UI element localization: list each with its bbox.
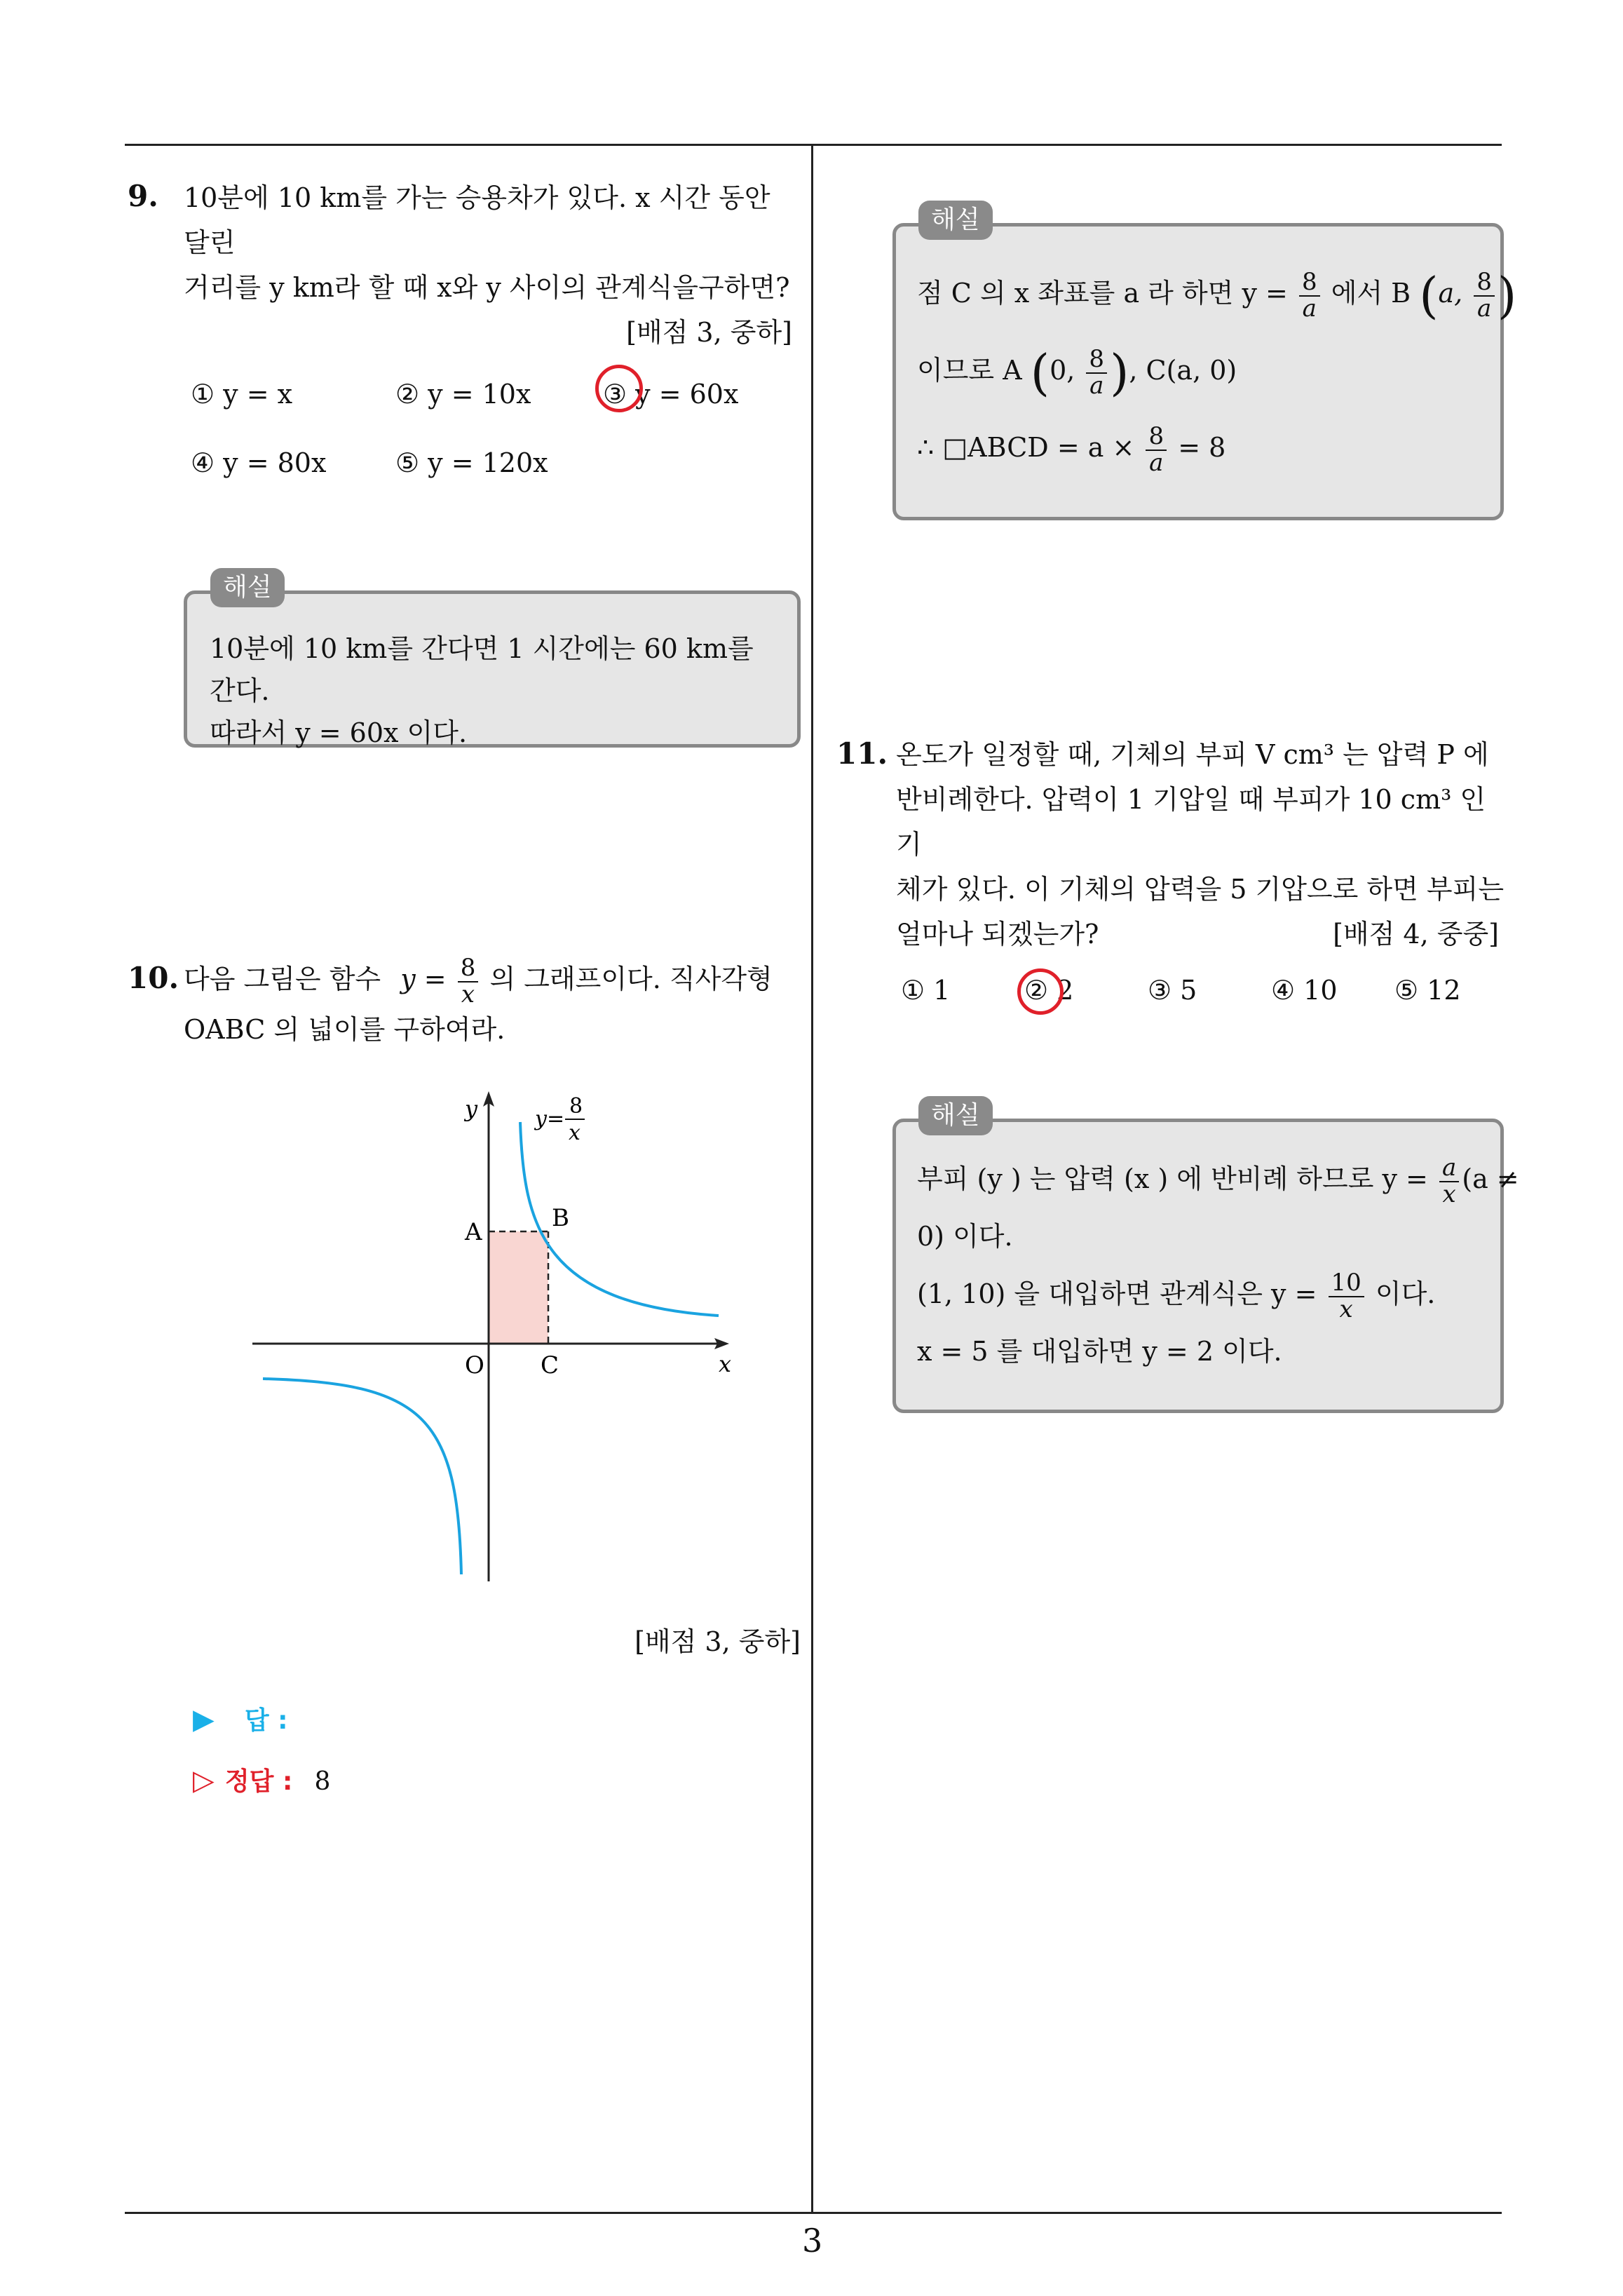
sol10-l3-frac-num: 8 [1146, 424, 1167, 451]
q11-sol-l3-frac-num: 10 [1329, 1271, 1364, 1297]
sol10-l3-frac-den: a [1149, 448, 1164, 477]
top-rule [125, 144, 1502, 146]
sol10-l2-a: 이므로 A [917, 355, 1022, 386]
sol10-l1-frac2-num: 8 [1474, 270, 1495, 297]
q11-choice-2[interactable]: ② 2 [1024, 975, 1074, 1006]
sol10-l1-frac2 [1474, 267, 1495, 323]
sol10-line1 [917, 255, 1517, 332]
q10-answer-label: 답 : [244, 1706, 288, 1735]
sol10-l3-a: ∴ □ABCD = a × [917, 432, 1135, 463]
q11-choice-3[interactable]: ③ 5 [1148, 975, 1197, 1006]
q10-line1 [184, 951, 808, 1007]
sol10-l2-A0: 0, [1050, 355, 1075, 386]
q9-number: 9. [128, 179, 158, 213]
q10-text [184, 951, 808, 1052]
q10-graph [249, 1080, 740, 1585]
sol10-l1-lparen: ( [1419, 266, 1439, 325]
q9-selected-marker [595, 365, 643, 412]
curve-third-quadrant [263, 1379, 461, 1574]
q11-line4: 얼마나 되겠는가? [896, 919, 1099, 950]
q11-sol-l3-frac [1329, 1268, 1364, 1323]
q9-solution-box [184, 590, 801, 748]
sol10-line2 [917, 332, 1479, 409]
sol10-l2-lparen: ( [1030, 344, 1050, 402]
q11-sol-l3-b: 이다. [1375, 1278, 1436, 1309]
q11-score: [배점 4, 중중] [1333, 919, 1499, 950]
q11-line4-row [896, 912, 1506, 957]
sol10-l1-a: 점 C 의 x 좌표를 a 라 하면 y = [917, 278, 1288, 309]
q9-choice-3[interactable]: ③ y = 60x [603, 379, 739, 410]
q11-sol-l1-b: (a ≠ [1462, 1163, 1519, 1194]
point-b-label: B [552, 1204, 569, 1232]
q9-line2: 거리를 y km라 할 때 x와 y 사이의 관계식을구하면? [184, 272, 790, 303]
sol10-l1-Ba: a, [1438, 278, 1463, 309]
q9-choice-5[interactable]: ⑤ y = 120x [395, 447, 548, 478]
q10-score: [배점 3, 중하] [634, 1626, 801, 1657]
q10-correct-row [193, 1762, 330, 1797]
q11-text [896, 732, 1506, 957]
q11-sol-l1-frac-num: a [1439, 1156, 1459, 1182]
q11-choice-4[interactable]: ④ 10 [1271, 975, 1338, 1006]
q10-solution-box [892, 223, 1517, 520]
rect-oabc [489, 1231, 548, 1344]
sol10-l2-frac [1086, 344, 1107, 400]
correct-arrow-icon: ▷ [193, 1764, 215, 1797]
sol10-l1-frac [1299, 267, 1320, 323]
q11-sol-line4: x = 5 를 대입하면 y = 2 이다. [917, 1336, 1282, 1367]
sol10-l1-frac2-den: a [1477, 294, 1492, 323]
sol10-l2-frac-num: 8 [1086, 347, 1107, 374]
page-number: 3 [802, 2222, 823, 2260]
x-axis-label: x [719, 1351, 732, 1377]
q10-fraction [458, 953, 479, 1008]
q10-line1-b: 의 그래프이다. 직사각형 [489, 964, 773, 994]
sol10-l1-frac-den: a [1302, 294, 1317, 323]
point-a-label: A [465, 1218, 482, 1246]
bottom-rule [125, 2212, 1502, 2214]
q9-choice-1[interactable]: ① y = x [191, 379, 293, 410]
q9-choice-2[interactable]: ② y = 10x [395, 379, 531, 410]
sol10-l3-b: = 8 [1178, 432, 1226, 463]
q9-choices [191, 372, 808, 477]
q11-sol-l1-a: 부피 (y ) 는 압력 (x ) 에 반비례 하므로 y = [917, 1163, 1428, 1194]
q10-solution-tag: 해설 [918, 201, 993, 240]
q9-sol-line1: 10분에 10 km를 간다면 1 시간에는 60 km를 간다. [210, 633, 754, 706]
q11-choices [901, 975, 1504, 1017]
q11-line1: 온도가 일정할 때, 기체의 부피 V cm³ 는 압력 P 에 [896, 739, 1489, 770]
sol10-l1-rparen: ) [1497, 266, 1517, 325]
q10-correct-label: 정답 : [224, 1767, 293, 1796]
q9-line1: 10분에 10 km를 가는 승용차가 있다. x 시간 동안 달린 [184, 182, 770, 258]
q9-score: [배점 3, 중하] [626, 317, 792, 348]
sol10-line3 [917, 409, 1479, 486]
q10-frac-den: x [461, 980, 475, 1008]
q11-number: 11. [836, 736, 888, 771]
sol10-l3-frac [1146, 421, 1167, 477]
q11-sol-l3-frac-den: x [1339, 1295, 1353, 1323]
curve-label-den: x [569, 1121, 580, 1145]
sol10-l2-b: , C(a, 0) [1129, 355, 1237, 386]
q10-correct-value: 8 [314, 1767, 331, 1796]
q10-frac-num: 8 [458, 956, 479, 982]
q11-selected-marker [1017, 968, 1064, 1015]
q9-solution-tag: 해설 [210, 568, 285, 607]
q11-sol-l1-frac-den: x [1442, 1180, 1456, 1208]
q10-answer-row [193, 1701, 288, 1736]
curve-label-num: 8 [569, 1094, 583, 1119]
q11-solution-tag: 해설 [918, 1096, 993, 1135]
y-axis-label: y [465, 1095, 478, 1122]
q11-sol-line1 [917, 1150, 1519, 1208]
sol10-l2-rparen: ) [1110, 344, 1129, 402]
sol10-l2-frac-den: a [1089, 371, 1104, 400]
q10-line1-a: 다음 그림은 함수 [184, 964, 381, 994]
answer-arrow-icon: ▶ [193, 1703, 215, 1736]
q11-sol-l3-a: (1, 10) 을 대입하면 관계식은 y = [917, 1278, 1317, 1309]
point-o-label: O [465, 1351, 484, 1379]
q11-sol-line2: 0) 이다. [917, 1221, 1013, 1252]
curve-first-quadrant [520, 1122, 719, 1316]
q11-sol-l1-frac [1439, 1153, 1459, 1208]
q10-number: 10. [128, 961, 179, 995]
q11-choice-1[interactable]: ① 1 [901, 975, 951, 1006]
column-divider [811, 144, 813, 2214]
q11-line2: 반비례한다. 압력이 1 기압일 때 부피가 10 cm³ 인 기 [896, 784, 1486, 860]
q9-sol-line2: 따라서 y = 60x 이다. [210, 717, 468, 748]
q9-choice-4[interactable]: ④ y = 80x [191, 447, 327, 478]
q11-sol-line3 [917, 1265, 1479, 1323]
sol10-l1-frac-num: 8 [1299, 270, 1320, 297]
q9-text [184, 175, 801, 355]
q11-solution-box [892, 1119, 1519, 1413]
sol10-l1-b: 에서 B [1331, 278, 1411, 309]
point-c-label: C [541, 1351, 559, 1379]
q11-line3: 체가 있다. 이 기체의 압력을 5 기압으로 하면 부피는 [896, 874, 1505, 905]
curve-label-y: y= [535, 1107, 565, 1131]
q10-line2: OABC 의 넓이를 구하여라. [184, 1014, 505, 1046]
q11-choice-5[interactable]: ⑤ 12 [1394, 975, 1461, 1006]
q10-line1-y: y = [400, 964, 447, 994]
